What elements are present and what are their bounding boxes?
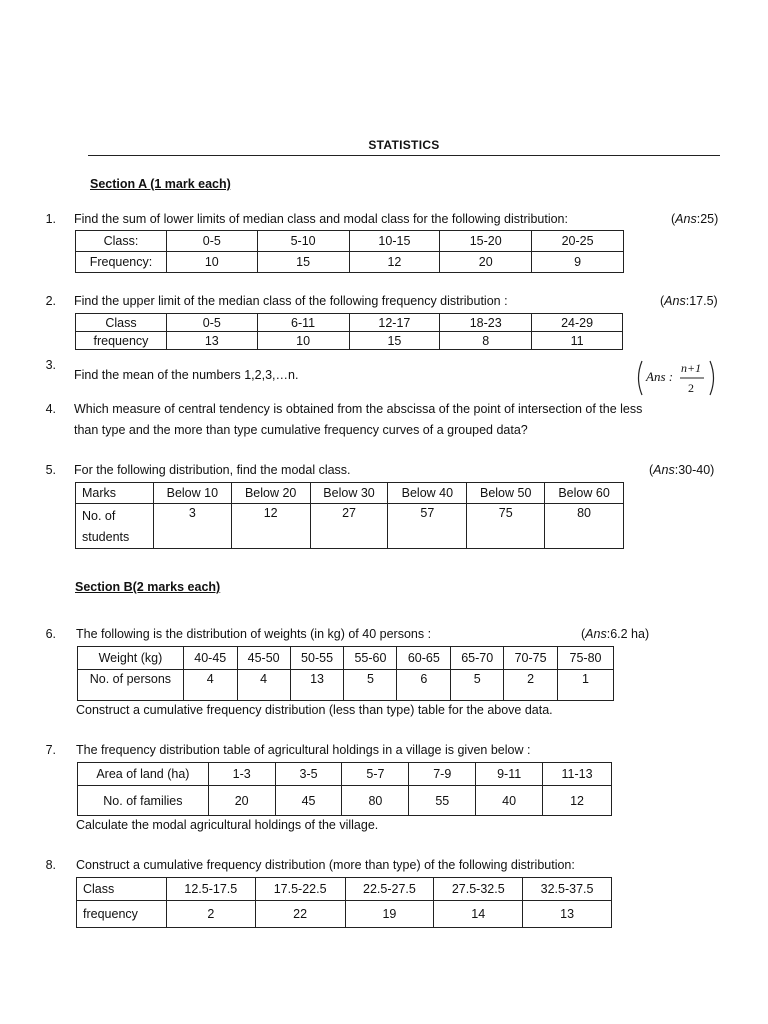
table-cell: No. of families [78, 786, 209, 816]
table-cell: 5-7 [342, 763, 409, 786]
q1-number: 1. [45, 212, 56, 226]
table-cell [76, 504, 154, 549]
table-cell: 13 [523, 901, 612, 928]
q7-table [77, 762, 612, 816]
q6-table [77, 646, 614, 701]
q6-number: 6. [45, 627, 56, 641]
table-cell: 75 [467, 504, 545, 549]
section-b-heading: Section B(2 marks each) [75, 580, 221, 594]
q1-answer-value: :25) [696, 212, 719, 226]
q2-answer: (Ans:17.5) [660, 294, 718, 308]
table-cell: 70-75 [504, 647, 558, 670]
q5-answer-label: Ans [653, 463, 675, 477]
table-cell: 18-23 [440, 314, 532, 332]
table-cell: 14 [434, 901, 523, 928]
table-cell: 9-11 [476, 763, 543, 786]
q8-number: 8. [45, 858, 56, 872]
q2-answer-value: :17.5) [685, 294, 718, 308]
q7-text: The frequency distribution table of agricultural holdings in a village is given below : [76, 743, 531, 757]
table-cell: 12.5-17.5 [166, 878, 255, 901]
table-cell: 20-25 [532, 231, 624, 252]
q5-answer: (Ans:30-40) [649, 463, 715, 477]
table-cell: 27.5-32.5 [434, 878, 523, 901]
table-cell: 10-15 [349, 231, 440, 252]
table-cell: 20 [208, 786, 275, 816]
table-cell: 32.5-37.5 [523, 878, 612, 901]
q5-table [75, 482, 624, 549]
q1-answer-label: Ans [675, 212, 697, 226]
table-cell: Below 20 [231, 483, 310, 504]
table-cell: 6 [397, 670, 451, 701]
table-cell: 45 [275, 786, 342, 816]
q2-text: Find the upper limit of the median class of the following frequency distribution : [74, 294, 508, 308]
table-cell: 80 [342, 786, 409, 816]
table-cell: 57 [388, 504, 467, 549]
table-cell: 55-60 [344, 647, 397, 670]
table-cell: Below 50 [467, 483, 545, 504]
q1-table [75, 230, 624, 273]
table-cell: 60-65 [397, 647, 451, 670]
table-cell: 13 [290, 670, 344, 701]
table-cell: 12 [231, 504, 310, 549]
table-cell: 3-5 [275, 763, 342, 786]
table-cell: 15-20 [440, 231, 532, 252]
q4-line-2: than type and the more than type cumulative frequency curves of a grouped data? [74, 423, 528, 437]
table-cell: 50-55 [290, 647, 344, 670]
q6-answer-value: :6.2 ha) [606, 627, 650, 641]
section-a-heading: Section A (1 mark each) [90, 177, 231, 191]
table-cell: 6-11 [257, 314, 349, 332]
q2-answer-label: Ans [664, 294, 686, 308]
table-cell: Marks [76, 483, 154, 504]
table-cell: 1-3 [208, 763, 275, 786]
table-cell: Below 30 [310, 483, 388, 504]
table-cell: 5-10 [257, 231, 349, 252]
q5-row-label-1: No. of [82, 509, 116, 523]
title-divider [88, 155, 720, 156]
q6-answer-label: Ans [585, 627, 607, 641]
q3-answer-label: Ans : [646, 369, 674, 384]
table-cell: 11 [532, 332, 623, 350]
q5-text: For the following distribution, find the modal class. [74, 463, 351, 477]
q3-number: 3. [45, 358, 56, 372]
q7-number: 7. [45, 743, 56, 757]
q3-answer-numerator: n+1 [681, 361, 702, 375]
table-cell: Area of land (ha) [78, 763, 209, 786]
table-cell: 1 [558, 670, 614, 701]
table-cell: 10 [257, 332, 349, 350]
table-cell: 22 [255, 901, 345, 928]
table-cell: 45-50 [237, 647, 290, 670]
table-cell: 3 [153, 504, 231, 549]
table-cell: 8 [440, 332, 532, 350]
table-cell: 9 [532, 252, 624, 273]
table-cell: 65-70 [451, 647, 504, 670]
table-cell: Below 40 [388, 483, 467, 504]
table-cell: 12 [543, 786, 612, 816]
page-title: STATISTICS [368, 138, 440, 152]
q5-number: 5. [45, 463, 56, 477]
table-cell: frequency [76, 332, 167, 350]
table-cell: 5 [344, 670, 397, 701]
q6-text: The following is the distribution of weights (in kg) of 40 persons : [76, 627, 432, 641]
table-cell: 19 [345, 901, 434, 928]
table-cell: 13 [166, 332, 257, 350]
table-cell: 15 [257, 252, 349, 273]
table-cell: 17.5-22.5 [255, 878, 345, 901]
table-cell: Frequency: [76, 252, 167, 273]
table-cell: No. of persons [78, 670, 184, 701]
q4-number: 4. [45, 402, 56, 416]
table-cell: Class [76, 314, 167, 332]
table-cell: 20 [440, 252, 532, 273]
table-cell: 11-13 [543, 763, 612, 786]
table-cell: 27 [310, 504, 388, 549]
q1-answer: (Ans:25) [671, 212, 719, 226]
table-cell: 12-17 [349, 314, 440, 332]
q1-text: Find the sum of lower limits of median class and modal class for the following distribution: [74, 212, 568, 226]
q2-table [75, 313, 623, 350]
table-cell: frequency [77, 901, 167, 928]
table-cell: 5 [451, 670, 504, 701]
table-cell: 0-5 [166, 314, 257, 332]
table-cell: 7-9 [409, 763, 476, 786]
q7-instruction: Calculate the modal agricultural holdings of the village. [76, 818, 379, 832]
q3-text: Find the mean of the numbers 1,2,3,…n. [74, 368, 299, 382]
q6-answer: (Ans:6.2 ha) [581, 627, 650, 641]
q8-text: Construct a cumulative frequency distribution (more than type) of the following distribution: [76, 858, 575, 872]
table-cell: Class: [76, 231, 167, 252]
q3-answer-denominator: 2 [688, 381, 694, 395]
table-cell: 24-29 [532, 314, 623, 332]
q6-instruction: Construct a cumulative frequency distribution (less than type) table for the above data. [76, 703, 553, 717]
table-cell: 4 [183, 670, 237, 701]
table-cell: Below 10 [153, 483, 231, 504]
table-cell: 15 [349, 332, 440, 350]
q3-answer [634, 358, 718, 398]
table-cell: 10 [166, 252, 257, 273]
table-cell: 0-5 [166, 231, 257, 252]
q5-row-label-2: students [82, 530, 130, 544]
table-cell: Weight (kg) [78, 647, 184, 670]
table-cell: 80 [545, 504, 624, 549]
table-cell: 4 [237, 670, 290, 701]
q8-table [76, 877, 612, 928]
table-cell: Class [77, 878, 167, 901]
q2-number: 2. [45, 294, 56, 308]
table-cell: 40-45 [183, 647, 237, 670]
q4-line-1: Which measure of central tendency is obtained from the abscissa of the point of intersection of the less [74, 402, 643, 416]
q5-answer-value: :30-40) [674, 463, 715, 477]
table-cell: 2 [166, 901, 255, 928]
table-cell: 40 [476, 786, 543, 816]
table-cell: 55 [409, 786, 476, 816]
table-cell: 75-80 [558, 647, 614, 670]
table-cell: 2 [504, 670, 558, 701]
table-cell: Below 60 [545, 483, 624, 504]
table-cell: 22.5-27.5 [345, 878, 434, 901]
table-cell: 12 [349, 252, 440, 273]
